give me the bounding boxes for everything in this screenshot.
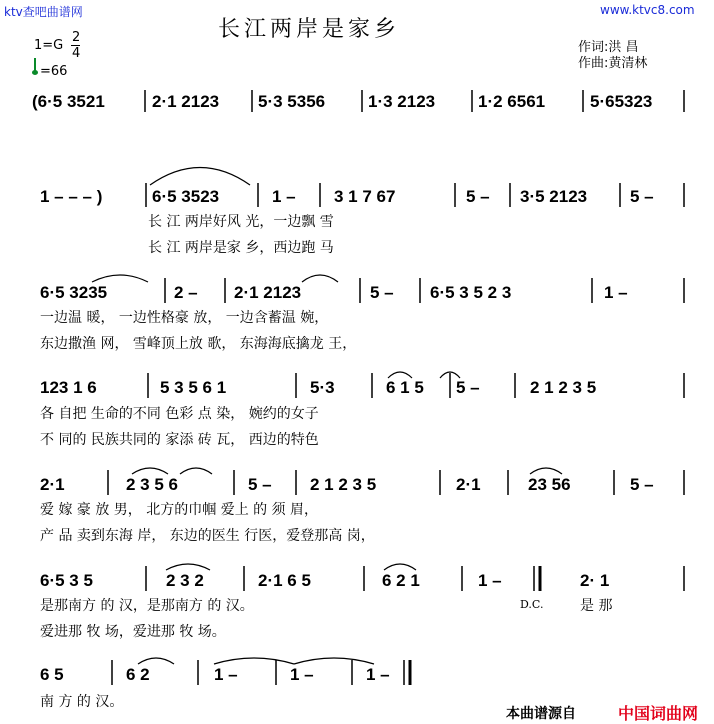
row2-lyric-1: 一边温 暖， 一边性格豪 放， 一边含蓄温 婉， (40, 310, 329, 326)
row6-measure-2: 6 2 (126, 665, 150, 684)
intro-measure-3: 5·3 5356 (258, 92, 326, 111)
key-signature: 1=G (34, 38, 64, 53)
row4-lyric-1: 爱 嫁 豪 放 男， 北方的巾帼 爱上 的 须 眉， (40, 502, 319, 518)
intro-measure-4: 1·3 2123 (368, 92, 436, 111)
row2-measure-1: 6·5 3235 (40, 283, 108, 302)
row3-lyric-1: 各 自把 生命的不同 色彩 点 染， 婉约的女子 (40, 406, 319, 422)
row4-lyric-2: 产 品 卖到东海 岸， 东边的医生 行医，爱登那高 岗， (40, 528, 375, 544)
footer-site-link[interactable]: 中国词曲网 (618, 704, 699, 723)
row5-measure-2: 2 3 2 (166, 571, 204, 590)
row3-measure-2: 5 3 5 6 1 (160, 378, 227, 397)
dc-marker: D.C. (520, 598, 544, 611)
row6-measure-3: 1 – (214, 665, 238, 684)
time-signature-top: 2 (72, 30, 81, 45)
intro-measure-5: 1·2 6561 (478, 92, 546, 111)
row1-measure-1: 1 – – – ) (40, 187, 103, 206)
row2-measure-6: 1 – (604, 283, 628, 302)
row2-measure-2: 2 – (174, 283, 198, 302)
row1-measure-7: 5 – (630, 187, 654, 206)
row1-measure-2: 6·5 3523 (152, 187, 220, 206)
row5-measure-4: 6 2 1 (382, 571, 420, 590)
row1-lyric-2: 长 江 两岸是家 乡，西边跑 马 (148, 240, 334, 256)
time-signature-bottom: 4 (72, 46, 81, 61)
row2-lyric-2: 东边撒渔 网， 雪峰顶上放 歌， 东海海底擒龙 王， (40, 336, 357, 352)
intro-measure-1: (6·5 3521 (32, 92, 105, 111)
row4-measure-1: 2·1 (40, 475, 65, 494)
row5-lyric-1: 是那南方 的 汉，是那南方 的 汉。 (40, 598, 254, 614)
row2-measure-3: 2·1 2123 (234, 283, 302, 302)
row4-measure-6: 23 56 (528, 475, 571, 494)
row3-measure-4: 6 1 5 (386, 378, 424, 397)
dc-lyric: 是 那 (580, 598, 613, 614)
row4-measure-7: 5 – (630, 475, 654, 494)
watermark-left: ktv查吧曲谱网 (4, 5, 83, 19)
row5-measure-3: 2·1 6 5 (258, 571, 311, 590)
row1-measure-5: 5 – (466, 187, 490, 206)
watermark-right: www.ktvc8.com (600, 3, 695, 17)
footer-source: 本曲谱源自 (506, 706, 576, 722)
row6-measure-1: 6 5 (40, 665, 64, 684)
row4-measure-2: 2 3 5 6 (126, 475, 178, 494)
row3-measure-3: 5·3 (310, 378, 335, 397)
row-2 (40, 275, 684, 352)
row5-measure-1: 6·5 3 5 (40, 571, 93, 590)
row1-lyric-1: 长 江 两岸好风 光，一边飘 雪 (148, 214, 334, 230)
row5-measure-5: 1 – (478, 571, 502, 590)
row3-lyric-2: 不 同的 民族共同的 家添 砖 瓦， 西边的特色 (40, 432, 319, 448)
row5-measure-6: 2· 1 (580, 571, 610, 590)
row2-measure-5: 6·5 3 5 2 3 (430, 283, 512, 302)
row-1 (40, 168, 684, 257)
row1-measure-6: 3·5 2123 (520, 187, 588, 206)
row5-lyric-2: 爱进那 牧 场，爱进那 牧 场。 (40, 624, 226, 640)
row-4 (40, 468, 684, 544)
composer: 作曲:黄清林 (578, 56, 648, 71)
row4-measure-5: 2·1 (456, 475, 481, 494)
intro-measure-2: 2·1 2123 (152, 92, 220, 111)
row1-measure-3: 1 – (272, 187, 296, 206)
lyricist: 作词:洪 昌 (578, 40, 639, 55)
tempo: =66 (40, 64, 68, 79)
song-title: 长江两岸是家乡 (218, 17, 401, 42)
row3-measure-1: 123 1 6 (40, 378, 97, 397)
row6-measure-5: 1 – (366, 665, 390, 684)
intro-measure-6: 5·65323 (590, 92, 653, 111)
row4-measure-3: 5 – (248, 475, 272, 494)
row-6 (40, 658, 410, 710)
row-5 (40, 564, 684, 640)
row-3 (40, 372, 684, 448)
row3-measure-5: 5 – (456, 378, 480, 397)
row1-measure-4: 3 1 7 67 (334, 187, 396, 206)
row6-measure-4: 1 – (290, 665, 314, 684)
intro-row (32, 90, 684, 112)
row6-lyric: 南 方 的 汉。 (40, 694, 124, 710)
row3-measure-6: 2 1 2 3 5 (530, 378, 597, 397)
row2-measure-4: 5 – (370, 283, 394, 302)
row4-measure-4: 2 1 2 3 5 (310, 475, 377, 494)
